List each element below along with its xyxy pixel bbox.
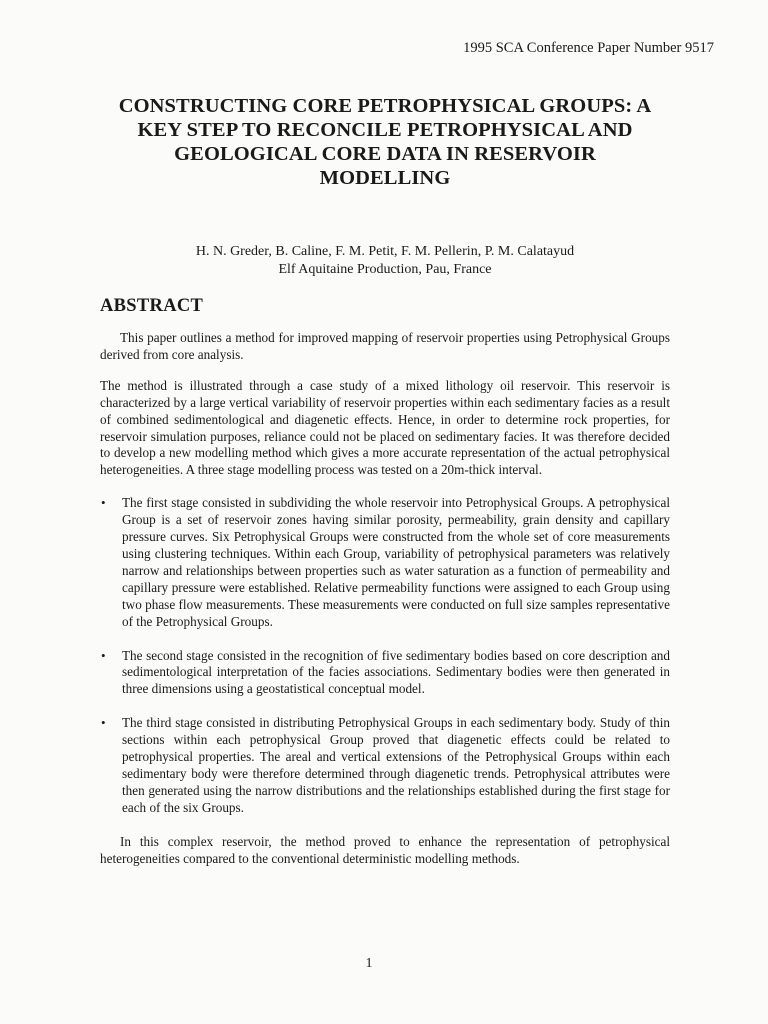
author-affiliation: Elf Aquitaine Production, Pau, France <box>278 262 492 277</box>
abstract-closing-paragraph: In this complex reservoir, the method proved to enhance the representation of petrophysical heterogeneities compared to the conventional deterministic modelling methods. <box>100 833 670 866</box>
abstract-body <box>100 330 670 867</box>
list-item-text: The third stage consisted in distributing Petrophysical Groups in each sedimentary body. Study of thin sections within each petrophysical Group proved that diagenetic effects could be related to petrophysical properties. The areal and vertical extensions of the Petrophysical Groups within each sedimentary body were therefore determined through diagenetic trends. Petrophysical attributes were then generated using the narrow distributions and the relationships established during the first stage for each of the six Groups. <box>122 715 670 815</box>
title-line-4: MODELLING <box>319 167 451 189</box>
bullet-icon: • <box>101 647 106 663</box>
author-block <box>100 243 670 279</box>
list-item <box>100 495 670 630</box>
list-item <box>100 715 670 816</box>
bullet-icon: • <box>101 495 106 511</box>
page-number: 1 <box>365 956 373 971</box>
abstract-paragraph: The method is illustrated through a case study of a mixed lithology oil reservoir. This reservoir is characterized by a large vertical variability of reservoir properties within each sedimentary facies as a result of combined sedimentological and diagenetic effects. Hence, in order to determine rock properties, for reservoir simulation purposes, reliance could not be placed on sedimentary facies. It was therefore decided to develop a new modelling method which gives a more accurate representation of the actual petrophysical heterogeneities. A three stage modelling process was tested on a 20m-thick interval. <box>100 377 670 478</box>
list-item-text: The second stage consisted in the recognition of five sedimentary bodies based on core description and sedimentological interpretation of the facies associations. Sedimentary bodies were then generated in three dimensions using a geostatistical conceptual model. <box>122 647 670 697</box>
list-item <box>100 648 670 699</box>
paper-title <box>100 94 670 190</box>
abstract-heading: ABSTRACT <box>100 296 204 316</box>
title-line-2: KEY STEP TO RECONCILE PETROPHYSICAL AND <box>137 119 633 141</box>
conference-reference: 1995 SCA Conference Paper Number 9517 <box>463 40 714 56</box>
title-line-1: CONSTRUCTING CORE PETROPHYSICAL GROUPS: A <box>118 95 652 117</box>
author-names: H. N. Greder, B. Caline, F. M. Petit, F. M. Pellerin, P. M. Calatayud <box>195 244 575 259</box>
abstract-paragraph: This paper outlines a method for improved mapping of reservoir properties using Petrophysical Groups derived from core analysis. <box>100 330 670 362</box>
stage-list <box>100 495 670 816</box>
list-item-text: The first stage consisted in subdividing the whole reservoir into Petrophysical Groups. A petrophysical Group is a set of reservoir zones having similar porosity, permeability, grain density and capillary pressure curves. Six Petrophysical Groups were constructed from the whole set of core measurements using clustering techniques. Within each Group, variability of petrophysical parameters was relatively narrow and relationships between properties such as water saturation as a function of permeability and capillary pressure were established. Relative permeability functions were assigned to each Group using two phase flow measurements. These measurements were conducted on full size samples representative of the Petrophysical Groups. <box>122 495 670 629</box>
title-line-3: GEOLOGICAL CORE DATA IN RESERVOIR <box>174 143 596 165</box>
bullet-icon: • <box>101 715 106 731</box>
